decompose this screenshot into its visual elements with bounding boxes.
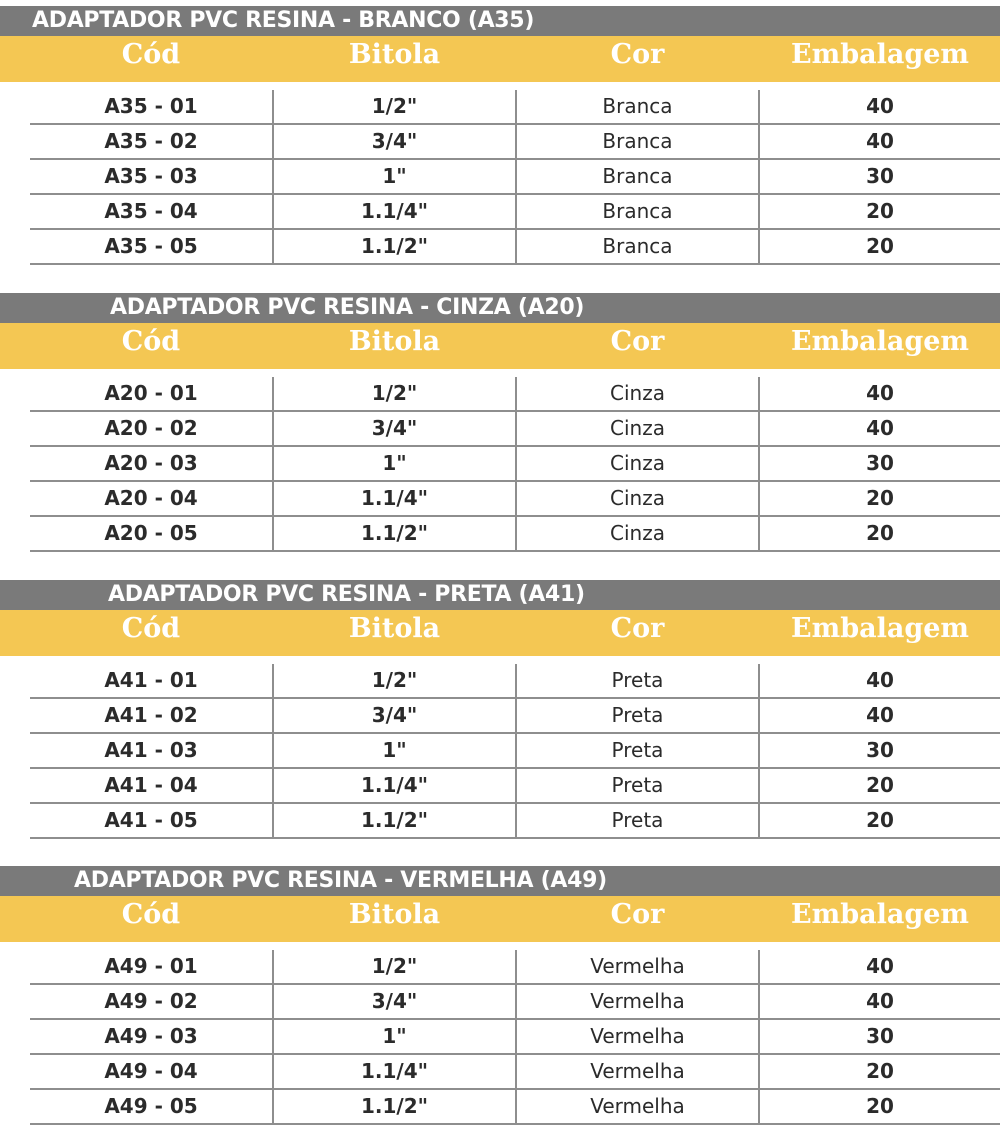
column-divider [272, 90, 274, 123]
cell-embalagem: 40 [866, 94, 894, 118]
section-title-bar [0, 293, 1000, 323]
table-row [30, 517, 1000, 552]
table-body [0, 950, 1000, 1125]
table-row [30, 412, 1000, 447]
cell-bitola: 1/2" [371, 668, 418, 692]
column-divider [515, 90, 517, 123]
column-divider [272, 804, 274, 837]
column-divider [758, 734, 760, 767]
cell-bitola: 1.1/4" [360, 773, 429, 797]
product-section [0, 6, 1000, 265]
column-divider [758, 230, 760, 263]
product-section [0, 866, 1000, 1125]
column-divider [272, 125, 274, 158]
cell-bitola: 1.1/4" [360, 486, 429, 510]
header-cod: Cód [121, 899, 181, 930]
header-cod: Cód [121, 39, 181, 70]
table-row [30, 950, 1000, 985]
cell-embalagem: 30 [866, 1024, 894, 1048]
section-title-bar [0, 866, 1000, 896]
cell-cod: A35 - 01 [104, 94, 198, 118]
cell-embalagem: 20 [866, 521, 894, 545]
column-divider [272, 950, 274, 983]
table-row [30, 125, 1000, 160]
column-divider [515, 734, 517, 767]
column-divider [758, 377, 760, 410]
cell-cor: Vermelha [590, 954, 685, 978]
header-embalagem: Embalagem [791, 326, 969, 357]
column-divider [758, 517, 760, 550]
cell-embalagem: 40 [866, 129, 894, 153]
column-divider [758, 1090, 760, 1123]
header-embalagem: Embalagem [791, 613, 969, 644]
column-divider [758, 1055, 760, 1088]
cell-embalagem: 20 [866, 199, 894, 223]
cell-bitola: 1.1/2" [360, 521, 429, 545]
table-row [30, 769, 1000, 804]
cell-embalagem: 40 [866, 668, 894, 692]
cell-cor: Vermelha [590, 1024, 685, 1048]
cell-cod: A41 - 04 [104, 773, 198, 797]
cell-bitola: 1" [382, 451, 407, 475]
cell-bitola: 1/2" [371, 954, 418, 978]
cell-embalagem: 30 [866, 451, 894, 475]
cell-cod: A20 - 02 [104, 416, 198, 440]
column-divider [515, 195, 517, 228]
table-header-row [0, 36, 1000, 82]
section-title: ADAPTADOR PVC RESINA - BRANCO (A35) [32, 8, 535, 33]
header-bitola: Bitola [348, 613, 441, 644]
cell-cod: A20 - 01 [104, 381, 198, 405]
cell-cor: Branca [602, 129, 673, 153]
column-divider [272, 195, 274, 228]
table-body [0, 664, 1000, 839]
cell-bitola: 3/4" [371, 129, 418, 153]
column-divider [272, 664, 274, 697]
column-divider [515, 1055, 517, 1088]
cell-cor: Cinza [610, 521, 665, 545]
table-row [30, 1055, 1000, 1090]
table-row [30, 447, 1000, 482]
column-divider [758, 985, 760, 1018]
header-cor: Cor [610, 326, 665, 357]
table-row [30, 804, 1000, 839]
cell-embalagem: 20 [866, 1059, 894, 1083]
column-divider [515, 950, 517, 983]
cell-cod: A35 - 04 [104, 199, 198, 223]
cell-cod: A20 - 05 [104, 521, 198, 545]
cell-bitola: 1" [382, 1024, 407, 1048]
section-title-bar [0, 580, 1000, 610]
column-divider [272, 1090, 274, 1123]
table-row [30, 195, 1000, 230]
cell-cod: A20 - 04 [104, 486, 198, 510]
cell-bitola: 3/4" [371, 416, 418, 440]
table-row [30, 230, 1000, 265]
cell-embalagem: 20 [866, 1094, 894, 1118]
header-cod: Cód [121, 613, 181, 644]
column-divider [272, 769, 274, 802]
column-divider [515, 699, 517, 732]
header-cor: Cor [610, 613, 665, 644]
header-bitola: Bitola [348, 39, 441, 70]
table-row [30, 482, 1000, 517]
column-divider [272, 517, 274, 550]
table-body [0, 377, 1000, 552]
table-header-row [0, 610, 1000, 656]
cell-cor: Vermelha [590, 1059, 685, 1083]
table-row [30, 160, 1000, 195]
column-divider [515, 769, 517, 802]
cell-cor: Preta [611, 703, 664, 727]
cell-bitola: 1/2" [371, 381, 418, 405]
table-row [30, 664, 1000, 699]
column-divider [515, 1020, 517, 1053]
column-divider [758, 412, 760, 445]
column-divider [515, 447, 517, 480]
cell-cor: Branca [602, 199, 673, 223]
cell-embalagem: 20 [866, 486, 894, 510]
cell-embalagem: 40 [866, 954, 894, 978]
column-divider [758, 699, 760, 732]
column-divider [758, 447, 760, 480]
cell-bitola: 1.1/2" [360, 1094, 429, 1118]
column-divider [272, 412, 274, 445]
column-divider [758, 950, 760, 983]
section-title: ADAPTADOR PVC RESINA - VERMELHA (A49) [74, 868, 607, 893]
cell-cor: Branca [602, 164, 673, 188]
cell-cor: Vermelha [590, 1094, 685, 1118]
column-divider [515, 804, 517, 837]
header-embalagem: Embalagem [791, 899, 969, 930]
column-divider [272, 1020, 274, 1053]
cell-cor: Vermelha [590, 989, 685, 1013]
cell-cod: A41 - 02 [104, 703, 198, 727]
column-divider [272, 447, 274, 480]
cell-embalagem: 30 [866, 738, 894, 762]
cell-cod: A49 - 05 [104, 1094, 198, 1118]
cell-embalagem: 30 [866, 164, 894, 188]
column-divider [272, 377, 274, 410]
cell-cod: A41 - 05 [104, 808, 198, 832]
column-divider [515, 517, 517, 550]
table-row [30, 377, 1000, 412]
column-divider [272, 699, 274, 732]
column-divider [515, 482, 517, 515]
column-divider [758, 160, 760, 193]
column-divider [272, 1055, 274, 1088]
column-divider [272, 160, 274, 193]
cell-cor: Preta [611, 738, 664, 762]
table-body [0, 90, 1000, 265]
cell-cor: Preta [611, 808, 664, 832]
cell-bitola: 3/4" [371, 703, 418, 727]
section-title-bar [0, 6, 1000, 36]
cell-bitola: 1" [382, 738, 407, 762]
header-cor: Cor [610, 899, 665, 930]
column-divider [758, 664, 760, 697]
cell-embalagem: 40 [866, 381, 894, 405]
table-row [30, 1020, 1000, 1055]
column-divider [515, 160, 517, 193]
section-title: ADAPTADOR PVC RESINA - CINZA (A20) [110, 295, 585, 320]
header-bitola: Bitola [348, 899, 441, 930]
column-divider [758, 90, 760, 123]
cell-bitola: 1.1/2" [360, 234, 429, 258]
cell-cod: A20 - 03 [104, 451, 198, 475]
header-cor: Cor [610, 39, 665, 70]
cell-cod: A49 - 04 [104, 1059, 198, 1083]
table-row [30, 734, 1000, 769]
column-divider [758, 804, 760, 837]
cell-cod: A49 - 01 [104, 954, 198, 978]
header-bitola: Bitola [348, 326, 441, 357]
column-divider [515, 664, 517, 697]
cell-cod: A41 - 03 [104, 738, 198, 762]
column-divider [515, 377, 517, 410]
cell-cod: A49 - 02 [104, 989, 198, 1013]
column-divider [272, 985, 274, 1018]
column-divider [515, 412, 517, 445]
table-row [30, 699, 1000, 734]
table-row [30, 985, 1000, 1020]
cell-cor: Preta [611, 773, 664, 797]
cell-cod: A41 - 01 [104, 668, 198, 692]
column-divider [758, 195, 760, 228]
cell-embalagem: 40 [866, 703, 894, 727]
cell-embalagem: 20 [866, 234, 894, 258]
table-header-row [0, 323, 1000, 369]
column-divider [515, 985, 517, 1018]
cell-bitola: 1.1/2" [360, 808, 429, 832]
table-row [30, 90, 1000, 125]
header-cod: Cód [121, 326, 181, 357]
cell-cod: A35 - 03 [104, 164, 198, 188]
table-header-row [0, 896, 1000, 942]
cell-bitola: 1.1/4" [360, 199, 429, 223]
cell-cod: A35 - 05 [104, 234, 198, 258]
column-divider [758, 125, 760, 158]
cell-bitola: 1" [382, 164, 407, 188]
header-embalagem: Embalagem [791, 39, 969, 70]
column-divider [272, 482, 274, 515]
column-divider [515, 125, 517, 158]
cell-cor: Cinza [610, 486, 665, 510]
column-divider [515, 230, 517, 263]
column-divider [272, 734, 274, 767]
cell-embalagem: 20 [866, 773, 894, 797]
table-row [30, 1090, 1000, 1125]
cell-bitola: 1.1/4" [360, 1059, 429, 1083]
cell-bitola: 1/2" [371, 94, 418, 118]
column-divider [758, 482, 760, 515]
cell-embalagem: 20 [866, 808, 894, 832]
product-section [0, 580, 1000, 839]
column-divider [515, 1090, 517, 1123]
column-divider [758, 1020, 760, 1053]
cell-cor: Branca [602, 94, 673, 118]
cell-bitola: 3/4" [371, 989, 418, 1013]
cell-cor: Cinza [610, 451, 665, 475]
cell-cor: Cinza [610, 416, 665, 440]
cell-cor: Cinza [610, 381, 665, 405]
cell-cor: Branca [602, 234, 673, 258]
cell-embalagem: 40 [866, 989, 894, 1013]
column-divider [272, 230, 274, 263]
cell-cor: Preta [611, 668, 664, 692]
cell-cod: A49 - 03 [104, 1024, 198, 1048]
cell-embalagem: 40 [866, 416, 894, 440]
cell-cod: A35 - 02 [104, 129, 198, 153]
column-divider [758, 769, 760, 802]
product-section [0, 293, 1000, 552]
section-title: ADAPTADOR PVC RESINA - PRETA (A41) [108, 582, 585, 607]
